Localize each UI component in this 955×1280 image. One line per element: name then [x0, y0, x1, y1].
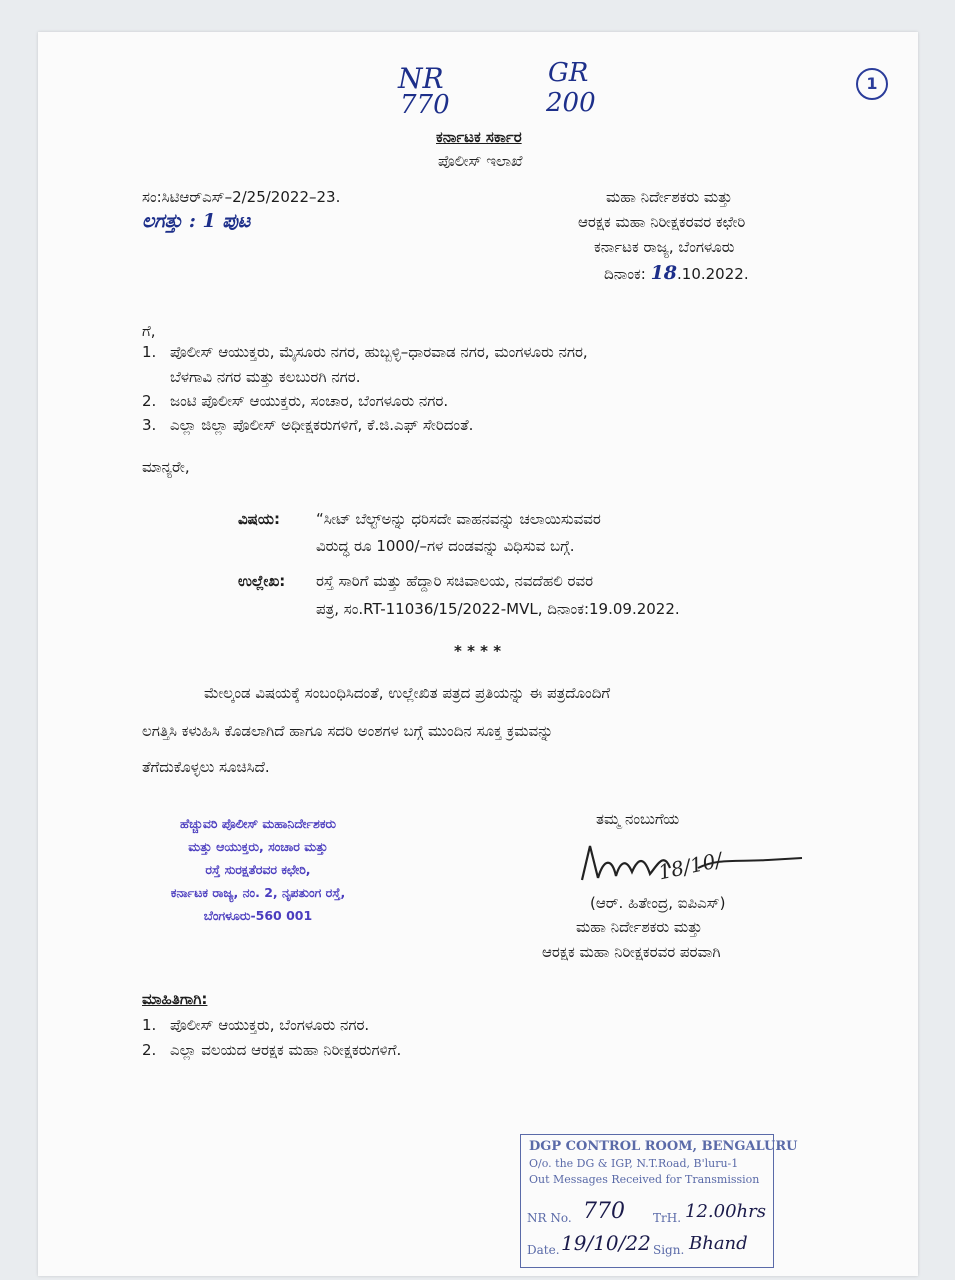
- body-line-2: ಲಗತ್ತಿಸಿ ಕಳುಹಿಸಿ ಕೊಡಲಾಗಿದೆ ಹಾಗೂ ಸದರಿ ಅಂಶಗಳ ಬಗ್ಗೆ ಮುಂದಿನ ಸೂಕ್ತ ಕ್ರಮವನ್ನು: [142, 722, 554, 740]
- control-stamp-nr-value: 770: [583, 1199, 625, 1224]
- body-line-1: ಮೇಲ್ಕಂಡ ವಿಷಯಕ್ಕೆ ಸಂಬಂಧಿಸಿದಂತೆ, ಉಲ್ಲೇಖಿತ ಪತ್ರದ ಪ್ರತಿಯನ್ನು ಈ ಪತ್ರದೊಂದಿಗೆ: [204, 684, 611, 702]
- handwritten-nr-number: 770: [400, 90, 450, 120]
- signatory-title-2: ಆರಕ್ಷಕ ಮಹಾ ನಿರೀಕ್ಷಕರವರ ಪರವಾಗಿ: [542, 943, 721, 961]
- reference-number: ಸಂ:ಸಿಟಿಆರ್‌ಎಸ್–2/25/2022–23.: [142, 188, 341, 206]
- enclosure-note: ಲಗತ್ತು : 1 ಪುಟ: [142, 210, 251, 232]
- recipient-1-num: 1.: [142, 343, 157, 361]
- office-stamp-line-5: ಬೆಂಗಳೂರು-560 001: [203, 908, 313, 923]
- date-day-handwritten: 18: [650, 262, 678, 284]
- recipient-2-num: 2.: [142, 392, 157, 410]
- recipient-3-num: 3.: [142, 416, 157, 434]
- control-stamp-line-2: O/o. the DG & IGP, N.T.Road, B'luru-1: [529, 1157, 739, 1170]
- control-stamp-tr-value: 12.00hrs: [685, 1201, 766, 1222]
- control-stamp-sign-label: Sign.: [653, 1243, 685, 1257]
- office-date: [604, 262, 749, 284]
- subject-line-2: ವಿರುದ್ಧ ರೂ 1000/–ಗಳ ದಂಡವನ್ನು ವಿಧಿಸುವ ಬಗ್ಗೆ.: [316, 537, 575, 555]
- control-stamp-date-label: Date.: [527, 1243, 560, 1257]
- signatory-title-1: ಮಹಾ ನಿರ್ದೇಶಕರು ಮತ್ತು: [576, 918, 703, 936]
- office-line-2: ಆರಕ್ಷಕ ಮಹಾ ನಿರೀಕ್ಷಕರವರ ಕಛೇರಿ: [578, 213, 746, 231]
- reference-label: ಉಲ್ಲೇಖ:: [238, 572, 286, 590]
- control-stamp-nr-label: NR No.: [527, 1211, 572, 1225]
- control-stamp-date-value: 19/10/22: [561, 1231, 651, 1255]
- office-line-3: ಕರ್ನಾಟಕ ರಾಜ್ಯ, ಬೆಂಗಳೂರು: [594, 238, 735, 256]
- closing-text: ತಮ್ಮ ನಂಬುಗೆಯ: [596, 810, 680, 828]
- office-stamp-line-3: ರಸ್ತೆ ಸುರಕ್ಷತೆರವರ ಕಛೇರಿ,: [205, 862, 311, 877]
- office-stamp-line-4: ಕರ್ನಾಟಕ ರಾಜ್ಯ, ನಂ. 2, ನೃಪತುಂಗ ರಸ್ತೆ,: [170, 885, 346, 900]
- info-2-text: ಎಲ್ಲಾ ವಲಯದ ಆರಕ್ಷಕ ಮಹಾ ನಿರೀಕ್ಷಕರುಗಳಿಗೆ.: [170, 1041, 402, 1059]
- office-stamp-line-2: ಮತ್ತು ಆಯುಕ್ತರು, ಸಂಚಾರ ಮತ್ತು: [188, 839, 328, 854]
- to-label: ಗೆ,: [142, 322, 156, 340]
- document-page: [38, 32, 918, 1276]
- recipient-1-line-2: ಬೆಳಗಾವಿ ನಗರ ಮತ್ತು ಕಲಬುರಗಿ ನಗರ.: [170, 368, 361, 386]
- control-stamp-sign-value: Bhand: [689, 1233, 748, 1254]
- handwritten-nr-label: NR: [398, 62, 444, 95]
- body-line-3: ತೆಗೆದುಕೊಳ್ಳಲು ಸೂಚಿಸಿದೆ.: [142, 758, 270, 776]
- handwritten-gr-label: GR: [548, 58, 589, 88]
- date-label: ದಿನಾಂಕ:: [604, 265, 646, 283]
- info-1-text: ಪೊಲೀಸ್ ಆಯುಕ್ತರು, ಬೆಂಗಳೂರು ನಗರ.: [170, 1016, 370, 1034]
- signatory-name: (ಆರ್. ಹಿತೇಂದ್ರ, ಐಪಿಎಸ್): [590, 894, 726, 912]
- control-stamp-line-3: Out Messages Received for Transmission: [529, 1173, 760, 1186]
- control-stamp-title: DGP CONTROL ROOM, BENGALURU: [529, 1139, 798, 1154]
- control-stamp-tr-label: TrH.: [653, 1211, 682, 1225]
- section-separator: * * * *: [454, 642, 502, 660]
- info-label: ಮಾಹಿತಿಗಾಗಿ:: [142, 990, 208, 1008]
- recipient-3-line-1: ಎಲ್ಲಾ ಜಿಲ್ಲಾ ಪೊಲೀಸ್ ಅಧೀಕ್ಷಕರುಗಳಿಗೆ, ಕೆ.ಜಿ.ಎಫ್ ಸೇರಿದಂತೆ.: [170, 416, 474, 434]
- subject-line-1: “ಸೀಟ್ ಬೆಲ್ಟ್‌ಅನ್ನು ಧರಿಸದೇ ವಾಹನವನ್ನು ಚಲಾಯಿಸುವವರ: [316, 510, 601, 528]
- office-stamp-line-1: ಹೆಚ್ಚುವರಿ ಪೊಲೀಸ್ ಮಹಾನಿರ್ದೇಶಕರು: [179, 816, 337, 831]
- recipient-2-line-1: ಜಂಟಿ ಪೊಲೀಸ್ ಆಯುಕ್ತರು, ಸಂಚಾರ, ಬೆಂಗಳೂರು ನಗರ.: [170, 392, 449, 410]
- subject-label: ವಿಷಯ:: [238, 510, 280, 528]
- signature-date-handwritten: 18/10/: [656, 847, 725, 885]
- handwritten-gr-number: 200: [546, 88, 596, 118]
- office-line-1: ಮಹಾ ನಿರ್ದೇಶಕರು ಮತ್ತು: [606, 188, 733, 206]
- handwritten-page-number: 1: [856, 68, 888, 100]
- reference-line-1: ರಸ್ತೆ ಸಾರಿಗೆ ಮತ್ತು ಹೆದ್ದಾರಿ ಸಚಿವಾಲಯ, ನವದೆಹಲಿ ರವರ: [316, 572, 594, 590]
- date-rest: .10.2022.: [677, 265, 749, 283]
- salutation: ಮಾನ್ಯರೇ,: [142, 458, 190, 476]
- control-room-stamp: [520, 1134, 798, 1268]
- government-title: ಕರ್ನಾಟಕ ಸರ್ಕಾರ: [436, 128, 522, 146]
- department-title: ಪೊಲೀಸ್ ಇಲಾಖೆ: [438, 152, 523, 170]
- info-2-num: 2.: [142, 1041, 157, 1059]
- office-address-stamp: [138, 812, 378, 927]
- info-1-num: 1.: [142, 1016, 157, 1034]
- reference-line-2: ಪತ್ರ, ಸಂ.RT-11036/15/2022-MVL, ದಿನಾಂಕ:19.09.2022.: [316, 600, 680, 618]
- recipient-1-line-1: ಪೊಲೀಸ್ ಆಯುಕ್ತರು, ಮೈಸೂರು ನಗರ, ಹುಬ್ಬಳ್ಳಿ–ಧಾರವಾಡ ನಗರ, ಮಂಗಳೂರು ನಗರ,: [170, 343, 588, 361]
